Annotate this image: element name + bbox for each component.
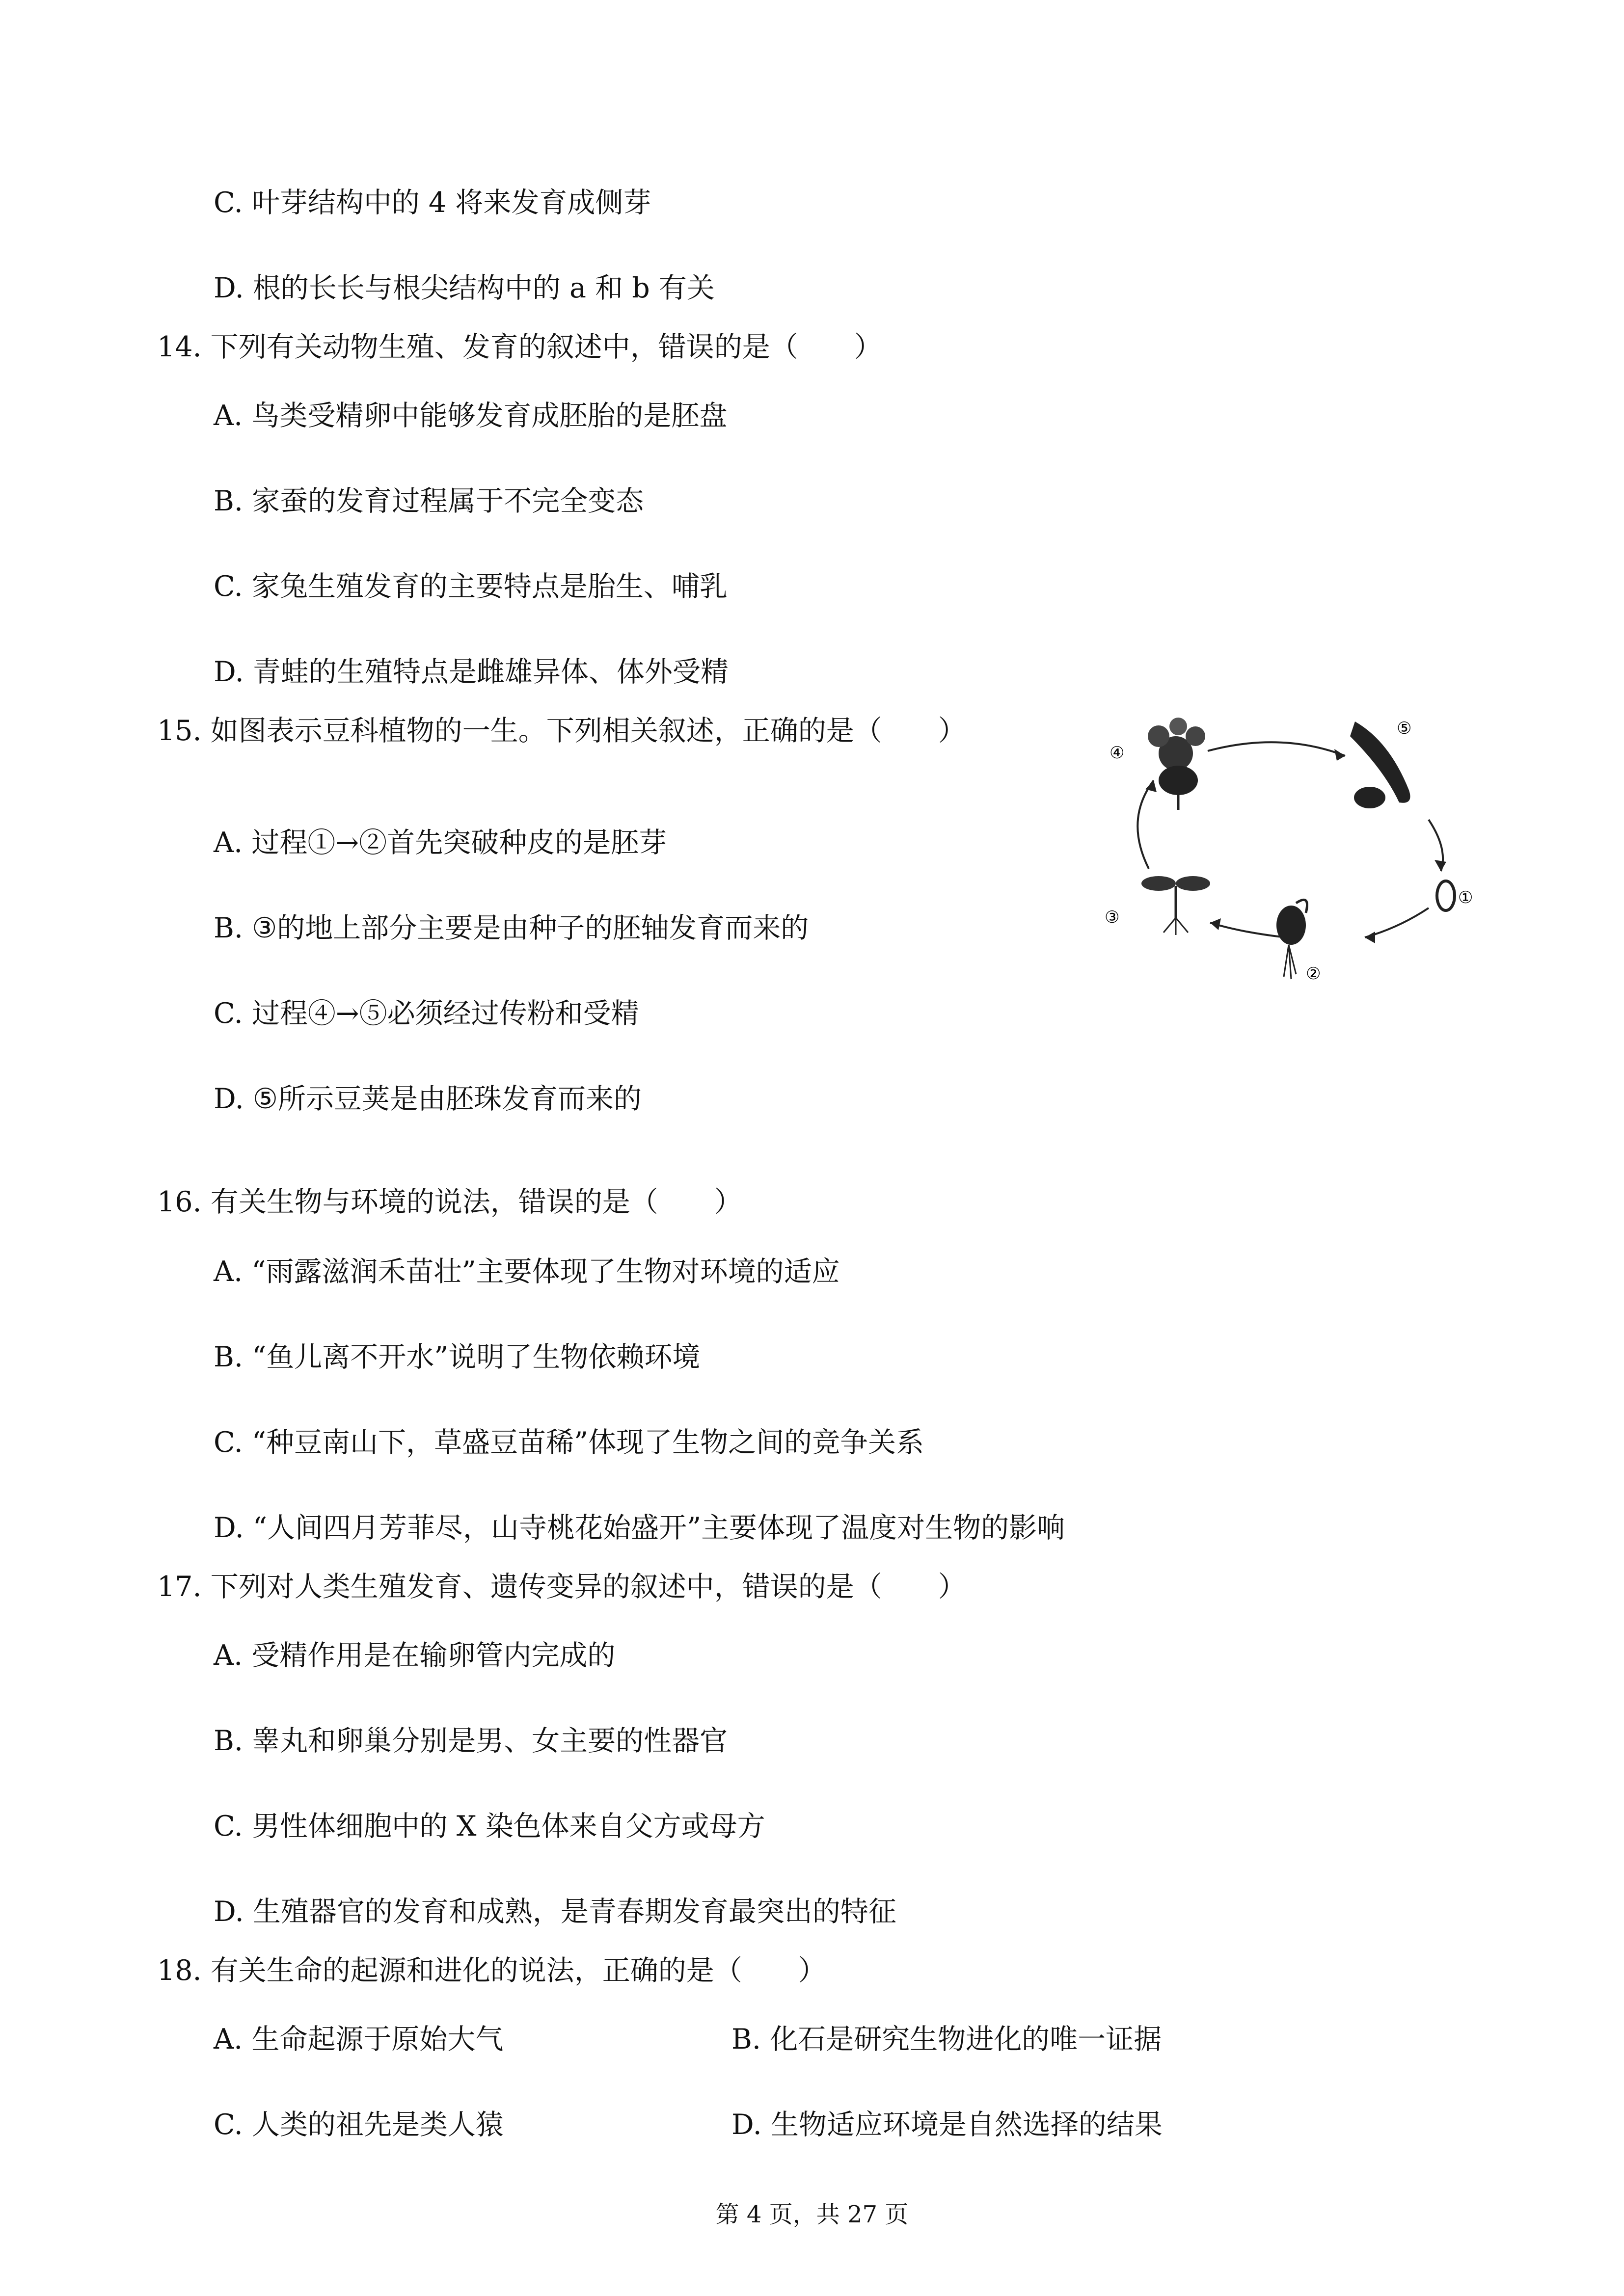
page-number-footer: 第 4 页，共 27 页: [715, 2201, 909, 2228]
question-14-stem: 14. 下列有关动物生殖、发育的叙述中，错误的是（ ）: [157, 331, 882, 363]
question-18-option-b: B. 化石是研究生物进化的唯一证据: [731, 2023, 1162, 2056]
bean-life-cycle-diagram: [1095, 702, 1488, 996]
arrow-3-to-4: [1137, 780, 1154, 869]
question-14-option-a: A. 鸟类受精卵中能够发育成胚胎的是胚盘: [214, 400, 728, 432]
question-18-option-d: D. 生物适应环境是自然选择的结果: [731, 2109, 1163, 2141]
question-15-option-d: D. ⑤所示豆荚是由胚珠发育而来的: [214, 1083, 642, 1115]
question-15-option-b: B. ③的地上部分主要是由种子的胚轴发育而来的: [214, 912, 809, 944]
question-14-option-b: B. 家蚕的发育过程属于不完全变态: [214, 485, 644, 517]
question-16-option-a: A. “雨露滋润禾苗壮”主要体现了生物对环境的适应: [214, 1255, 840, 1288]
question-18-option-a: A. 生命起源于原始大气: [214, 2023, 504, 2056]
option-c-prev: C. 叶芽结构中的 4 将来发育成侧芽: [214, 187, 651, 219]
question-17-option-a: A. 受精作用是在输卵管内完成的: [214, 1639, 616, 1672]
diagram-label-2: ②: [1306, 964, 1321, 984]
question-18-option-c: C. 人类的祖先是类人猿: [214, 2109, 504, 2141]
question-15-option-a: A. 过程①→②首先突破种皮的是胚芽: [214, 827, 667, 859]
diagram-label-4: ④: [1110, 743, 1125, 763]
question-14-option-c: C. 家兔生殖发育的主要特点是胎生、哺乳: [214, 570, 728, 603]
question-17-option-c: C. 男性体细胞中的 X 染色体来自父方或母方: [214, 1810, 765, 1842]
question-15-stem: 15. 如图表示豆科植物的一生。下列相关叙述，正确的是（ ）: [157, 715, 966, 747]
question-14-option-d: D. 青蛙的生殖特点是雌雄异体、体外受精: [214, 656, 729, 688]
option-d-prev: D. 根的长长与根尖结构中的 a 和 b 有关: [214, 272, 715, 304]
diagram-label-3: ③: [1105, 908, 1120, 927]
arrow-2-to-3: [1210, 923, 1286, 937]
question-15-option-c: C. 过程④→⑤必须经过传粉和受精: [214, 997, 639, 1030]
diagram-label-1: ①: [1458, 888, 1473, 908]
question-17-option-d: D. 生殖器官的发育和成熟，是青春期发育最突出的特征: [214, 1896, 896, 1928]
question-16-option-c: C. “种豆南山下，草盛豆苗稀”体现了生物之间的竞争关系: [214, 1426, 924, 1459]
plant-flowering-illustration: [1148, 718, 1205, 810]
seedling-illustration: [1141, 876, 1210, 935]
question-16-stem: 16. 有关生物与环境的说法，错误的是（ ）: [157, 1186, 742, 1218]
question-18-stem: 18. 有关生命的起源和进化的说法，正确的是（ ）: [157, 1954, 826, 1987]
diagram-label-5: ⑤: [1397, 719, 1412, 738]
arrow-4-to-5: [1208, 742, 1345, 756]
question-16-option-b: B. “鱼儿离不开水”说明了生物依赖环境: [214, 1341, 701, 1373]
question-17-option-b: B. 睾丸和卵巢分别是男、女主要的性器官: [214, 1725, 728, 1757]
seed-illustration: [1437, 881, 1455, 910]
germinating-seed-illustration: [1276, 900, 1307, 979]
question-17-stem: 17. 下列对人类生殖发育、遗传变异的叙述中，错误的是（ ）: [157, 1571, 966, 1603]
question-16-option-d: D. “人间四月芳菲尽，山寺桃花始盛开”主要体现了温度对生物的影响: [214, 1512, 1065, 1544]
